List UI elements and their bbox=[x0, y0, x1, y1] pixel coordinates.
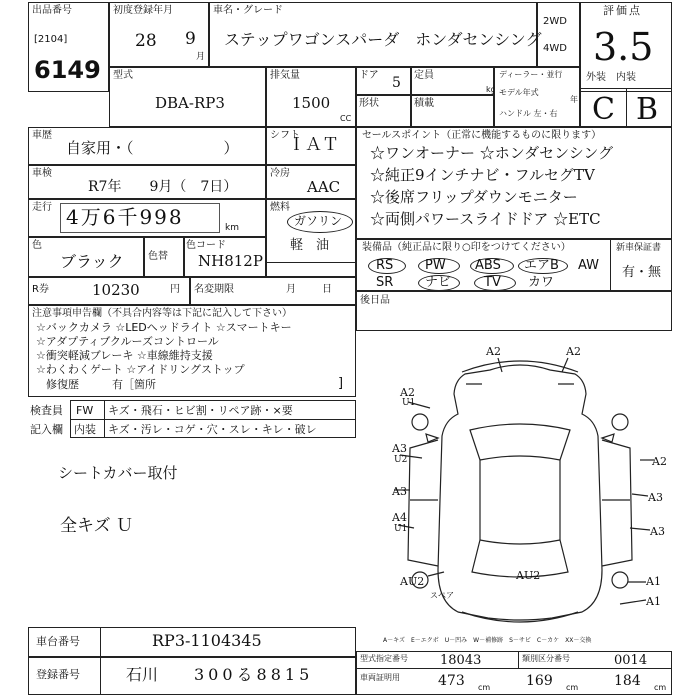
chassis-divider bbox=[100, 627, 101, 657]
type-no-label: 型式指定番号 bbox=[360, 654, 408, 663]
reg-label: 登録番号 bbox=[36, 668, 80, 681]
model-value: DBA-RP3 bbox=[155, 94, 225, 112]
repair-history-value: 有［箇所 bbox=[112, 378, 156, 391]
equipment-divider bbox=[610, 239, 611, 291]
cc-unit: CC bbox=[340, 114, 352, 123]
color-label: 色 bbox=[32, 240, 42, 251]
inspection-label: 車検 bbox=[32, 168, 52, 179]
inspector-grid-row bbox=[70, 419, 356, 420]
lot-number: 6149 bbox=[34, 56, 101, 84]
shift-label: シフト bbox=[270, 130, 300, 141]
interior-grade: B bbox=[636, 92, 659, 127]
entry-label: 記入欄 bbox=[30, 423, 63, 436]
selling-point-line: ☆後席フリップダウンモニター bbox=[370, 188, 578, 206]
dealer-label: ディーラー・並行 bbox=[499, 70, 563, 79]
model-label: 型式 bbox=[113, 70, 133, 81]
notes-label: 注意事項申告欄（不具合内容等は下記に記入して下さい） bbox=[32, 308, 292, 319]
history-label: 車歴 bbox=[32, 130, 52, 141]
reg-year: 28 bbox=[135, 31, 157, 51]
fuel-diesel: 軽 油 bbox=[290, 238, 330, 253]
ac-value: AAC bbox=[307, 178, 341, 196]
door-label: ドア bbox=[359, 70, 379, 81]
color-code-value: NH812P bbox=[198, 252, 263, 270]
history-value: 自家用・（ ） bbox=[66, 139, 239, 157]
spec-divider-v bbox=[518, 651, 519, 668]
handwritten-note: 全キズ Ｕ bbox=[60, 516, 134, 536]
damage-mark: A3 bbox=[648, 491, 663, 504]
equip-tv: TV bbox=[484, 275, 501, 290]
equip-airbag: エアB bbox=[524, 258, 559, 273]
lot-label: 出品番号 bbox=[32, 5, 72, 16]
damage-mark: A3 bbox=[392, 485, 407, 498]
grade-value: 3.5 bbox=[593, 25, 654, 69]
load-label: 積載 bbox=[414, 98, 434, 109]
name-change-day: 日 bbox=[322, 284, 332, 295]
note-line: ☆アダプティブクルーズコントロール bbox=[36, 335, 219, 348]
damage-mark: A3 bbox=[392, 442, 407, 455]
width-value: 169 bbox=[526, 673, 553, 689]
damage-mark: U2 bbox=[394, 455, 408, 465]
equip-rs: RS bbox=[376, 258, 394, 273]
note-line: ☆わくわくゲート ☆アイドリングストップ bbox=[36, 363, 245, 376]
exterior-grade: C bbox=[592, 92, 615, 127]
name-change-month: 月 bbox=[286, 284, 296, 295]
after-date-label: 後日品 bbox=[360, 295, 390, 306]
mileage-label: 走行 bbox=[32, 202, 52, 213]
color-code-label: 色コード bbox=[186, 240, 226, 251]
displacement-label: 排気量 bbox=[270, 70, 300, 81]
fuel-extra-box bbox=[266, 263, 356, 277]
after-date-box bbox=[356, 291, 672, 331]
damage-mark: A2 bbox=[486, 345, 501, 358]
inspector-grid-col bbox=[104, 400, 105, 438]
fuel-gas: ガソリン bbox=[294, 214, 343, 228]
lot-code: [2104] bbox=[34, 34, 68, 45]
car-diagram bbox=[370, 350, 680, 635]
grade-label: 評価点 bbox=[603, 4, 642, 17]
fuel-label: 燃料 bbox=[270, 202, 290, 213]
damage-mark: A2 bbox=[400, 386, 415, 399]
model-year-unit: 年 bbox=[570, 95, 578, 104]
repair-history-close: ] bbox=[338, 376, 344, 391]
selling-point-line: ☆両側パワースライドドア ☆ETC bbox=[370, 210, 601, 228]
damage-mark: A2 bbox=[652, 455, 667, 468]
warranty-value: 有・無 bbox=[622, 265, 662, 280]
yen-unit: 円 bbox=[170, 284, 180, 295]
length-unit: cm bbox=[478, 683, 491, 692]
recycle-label: R券 bbox=[32, 284, 49, 295]
ext-int-label: 外装 内装 bbox=[586, 72, 636, 83]
class-no-value: 0014 bbox=[614, 653, 648, 668]
note-line: ☆バックカメラ ☆LEDヘッドライト ☆スマートキー bbox=[36, 321, 292, 334]
shift-value: ＩＡＴ bbox=[288, 135, 339, 155]
km-unit: km bbox=[225, 223, 239, 233]
damage-mark: U1 bbox=[402, 398, 416, 408]
inspector-tag-fw: FW bbox=[76, 404, 94, 417]
capacity-label: 定員 bbox=[414, 70, 434, 81]
width-unit: cm bbox=[566, 683, 579, 692]
class-no-label: 類別区分番号 bbox=[522, 654, 570, 663]
length-value: 473 bbox=[438, 673, 465, 689]
first-reg-label: 初度登録年月 bbox=[113, 5, 173, 16]
equip-sr: SR bbox=[376, 275, 394, 290]
damage-mark: U1 bbox=[394, 524, 408, 534]
type-no-value: 18043 bbox=[440, 653, 482, 668]
damage-mark: AU2 bbox=[516, 569, 541, 582]
plate-region: 石川 bbox=[126, 665, 159, 684]
inspector-label: 検査員 bbox=[30, 404, 63, 417]
inspector-row-fw: キズ・飛石・ヒビ割・リペア跡・×要 bbox=[108, 404, 293, 417]
drive-4wd: 4WD bbox=[543, 43, 567, 54]
reg-month-unit: 月 bbox=[196, 52, 206, 62]
recycle-value: 10230 bbox=[92, 281, 140, 299]
damage-mark: A3 bbox=[650, 525, 665, 538]
displacement-value: 1500 bbox=[292, 94, 331, 112]
shape-label: 形状 bbox=[359, 98, 379, 109]
handwritten-note: シートカバー取付 bbox=[58, 464, 178, 482]
equip-abs: ABS bbox=[475, 258, 501, 273]
ac-label: 冷房 bbox=[270, 168, 290, 179]
height-unit: cm bbox=[654, 683, 667, 692]
chassis-label: 車台番号 bbox=[36, 635, 80, 648]
spec-divider-h bbox=[356, 668, 672, 669]
note-line: ☆衝突軽減ブレーキ ☆車線維持支援 bbox=[36, 349, 213, 362]
damage-mark: スペア bbox=[430, 591, 454, 600]
handle-label: ハンドル 左・右 bbox=[499, 109, 558, 118]
inspection-value: R7年 9月（ 7日） bbox=[88, 179, 238, 195]
damage-mark: A1 bbox=[646, 575, 661, 588]
damage-mark: A4 bbox=[392, 511, 407, 524]
damage-mark: AU2 bbox=[400, 575, 425, 588]
height-value: 184 bbox=[614, 673, 641, 689]
equip-pw: PW bbox=[425, 258, 446, 273]
kg-unit: kg bbox=[486, 85, 496, 94]
damage-mark: A1 bbox=[646, 595, 661, 608]
size-label: 車両証明用 bbox=[360, 673, 400, 682]
car-name-label: 車名・グレード bbox=[213, 5, 283, 16]
inspector-tag-interior: 内装 bbox=[74, 423, 96, 436]
chassis-value: RP3-1104345 bbox=[152, 631, 262, 650]
selling-point-line: ☆ワンオーナー ☆ホンダセンシング bbox=[370, 144, 614, 162]
equip-navi: ナビ bbox=[425, 275, 452, 290]
inspector-row-interior: キズ・汚レ・コゲ・穴・スレ・キレ・破レ bbox=[108, 423, 317, 436]
reg-divider bbox=[100, 657, 101, 695]
name-change-label: 名変期限 bbox=[194, 284, 234, 295]
diagram-legend: A－キズ E－エクボ U－凹み W－補修跡 S－サビ C－カケ XX－交換 bbox=[383, 637, 592, 644]
equipment-label: 装備品（純正品に限り○印をつけてください） bbox=[362, 242, 571, 253]
door-value: 5 bbox=[392, 75, 401, 91]
warranty-label: 新車保証書 bbox=[616, 243, 662, 253]
model-year-label: モデル年式 bbox=[499, 88, 539, 97]
car-name: ステップワゴンスパーダ ホンダセンシング bbox=[224, 30, 542, 49]
color-value: ブラック bbox=[60, 252, 124, 271]
color-change-label: 色替 bbox=[148, 251, 168, 262]
reg-month: 9 bbox=[185, 29, 196, 49]
drive-2wd: 2WD bbox=[543, 16, 567, 27]
selling-points-label: セールスポイント（正常に機能するものに限ります） bbox=[362, 130, 602, 141]
plate-number: 300る8815 bbox=[194, 665, 314, 684]
damage-mark: A2 bbox=[566, 345, 581, 358]
equip-leather: カワ bbox=[528, 275, 555, 290]
selling-point-line: ☆純正9インチナビ・フルセグTV bbox=[370, 166, 595, 184]
mileage-value: 4万6千998 bbox=[66, 205, 184, 229]
repair-history-label: 修復歴 bbox=[46, 378, 79, 391]
equip-aw: AW bbox=[578, 258, 600, 273]
drive-box bbox=[537, 2, 580, 67]
